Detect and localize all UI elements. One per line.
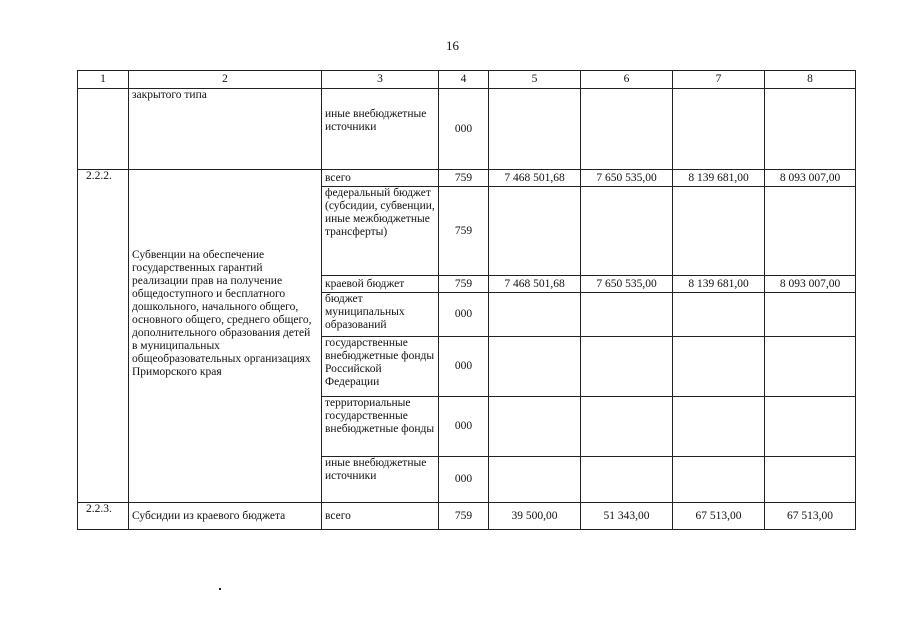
row-number: 2.2.2.: [78, 170, 129, 503]
row-value-7: [673, 397, 765, 457]
row-code: 000: [439, 337, 489, 397]
row-value-5: 7 468 501,68: [489, 170, 581, 187]
header-col-2: 2: [129, 71, 322, 89]
header-col-4: 4: [439, 71, 489, 89]
row-source: иные внебюджетные источники: [322, 457, 439, 503]
row-name: Субвенции на обеспечение государственных гарантий реализации прав на получение общедоступного и бесплатного дошкольного, начального общего, основного общего, среднего общего, дополнительного образования детей в муниципальных общеобразовательных организациях Приморского края: [129, 170, 322, 503]
row-value-7: [673, 457, 765, 503]
header-col-6: 6: [581, 71, 673, 89]
row-value-6: [581, 89, 673, 170]
row-value-5: [489, 457, 581, 503]
row-code: 000: [439, 397, 489, 457]
header-col-7: 7: [673, 71, 765, 89]
row-value-5: [489, 293, 581, 337]
page-number: 16: [446, 38, 459, 53]
row-value-5: 7 468 501,68: [489, 276, 581, 293]
row-value-7: 8 139 681,00: [673, 170, 765, 187]
header-col-1: 1: [78, 71, 129, 89]
row-value-5: [489, 187, 581, 276]
table-row: [78, 89, 856, 170]
row-value-8: [765, 457, 856, 503]
stray-dot-mark: [219, 588, 221, 590]
row-value-6: [581, 457, 673, 503]
row-name: закрытого типа: [129, 89, 322, 170]
row-value-6: 7 650 535,00: [581, 276, 673, 293]
row-value-7: [673, 89, 765, 170]
row-value-5: [489, 337, 581, 397]
row-code: 759: [439, 503, 489, 530]
header-row: [78, 71, 856, 89]
row-code: 759: [439, 187, 489, 276]
row-number: [78, 89, 129, 170]
row-source: государственные внебюджетные фонды Российской Федерации: [322, 337, 439, 397]
row-value-5: [489, 89, 581, 170]
row-value-5: 39 500,00: [489, 503, 581, 530]
row-code: 759: [439, 170, 489, 187]
row-code: 000: [439, 89, 489, 170]
header-col-3: 3: [322, 71, 439, 89]
table-row: [78, 503, 856, 530]
row-value-8: [765, 89, 856, 170]
row-value-6: [581, 293, 673, 337]
row-value-6: [581, 337, 673, 397]
header-col-5: 5: [489, 71, 581, 89]
row-value-8: [765, 293, 856, 337]
header-col-8: 8: [765, 71, 856, 89]
row-value-7: [673, 293, 765, 337]
row-value-6: 7 650 535,00: [581, 170, 673, 187]
row-value-7: [673, 187, 765, 276]
row-code: 759: [439, 276, 489, 293]
row-source: территориальные государственные внебюджетные фонды: [322, 397, 439, 457]
row-source: всего: [322, 503, 439, 530]
row-code: 000: [439, 457, 489, 503]
row-value-6: [581, 187, 673, 276]
row-value-8: 8 093 007,00: [765, 170, 856, 187]
row-value-8: [765, 187, 856, 276]
row-value-6: [581, 397, 673, 457]
row-value-5: [489, 397, 581, 457]
row-code: 000: [439, 293, 489, 337]
row-value-8: [765, 337, 856, 397]
row-number: 2.2.3.: [78, 503, 129, 530]
row-value-7: 8 139 681,00: [673, 276, 765, 293]
row-value-6: 51 343,00: [581, 503, 673, 530]
row-value-7: [673, 337, 765, 397]
row-value-8: 8 093 007,00: [765, 276, 856, 293]
row-value-8: 67 513,00: [765, 503, 856, 530]
row-source: бюджет муниципальных образований: [322, 293, 439, 337]
row-source: краевой бюджет: [322, 276, 439, 293]
row-value-8: [765, 397, 856, 457]
budget-table: [77, 70, 856, 530]
table-row: [78, 170, 856, 187]
row-source: иные внебюджетные источники: [322, 89, 439, 170]
row-source: всего: [322, 170, 439, 187]
row-value-7: 67 513,00: [673, 503, 765, 530]
row-name: Субсидии из краевого бюджета: [129, 503, 322, 530]
row-source: федеральный бюджет (субсидии, субвенции, иные межбюджетные трансферты): [322, 187, 439, 276]
